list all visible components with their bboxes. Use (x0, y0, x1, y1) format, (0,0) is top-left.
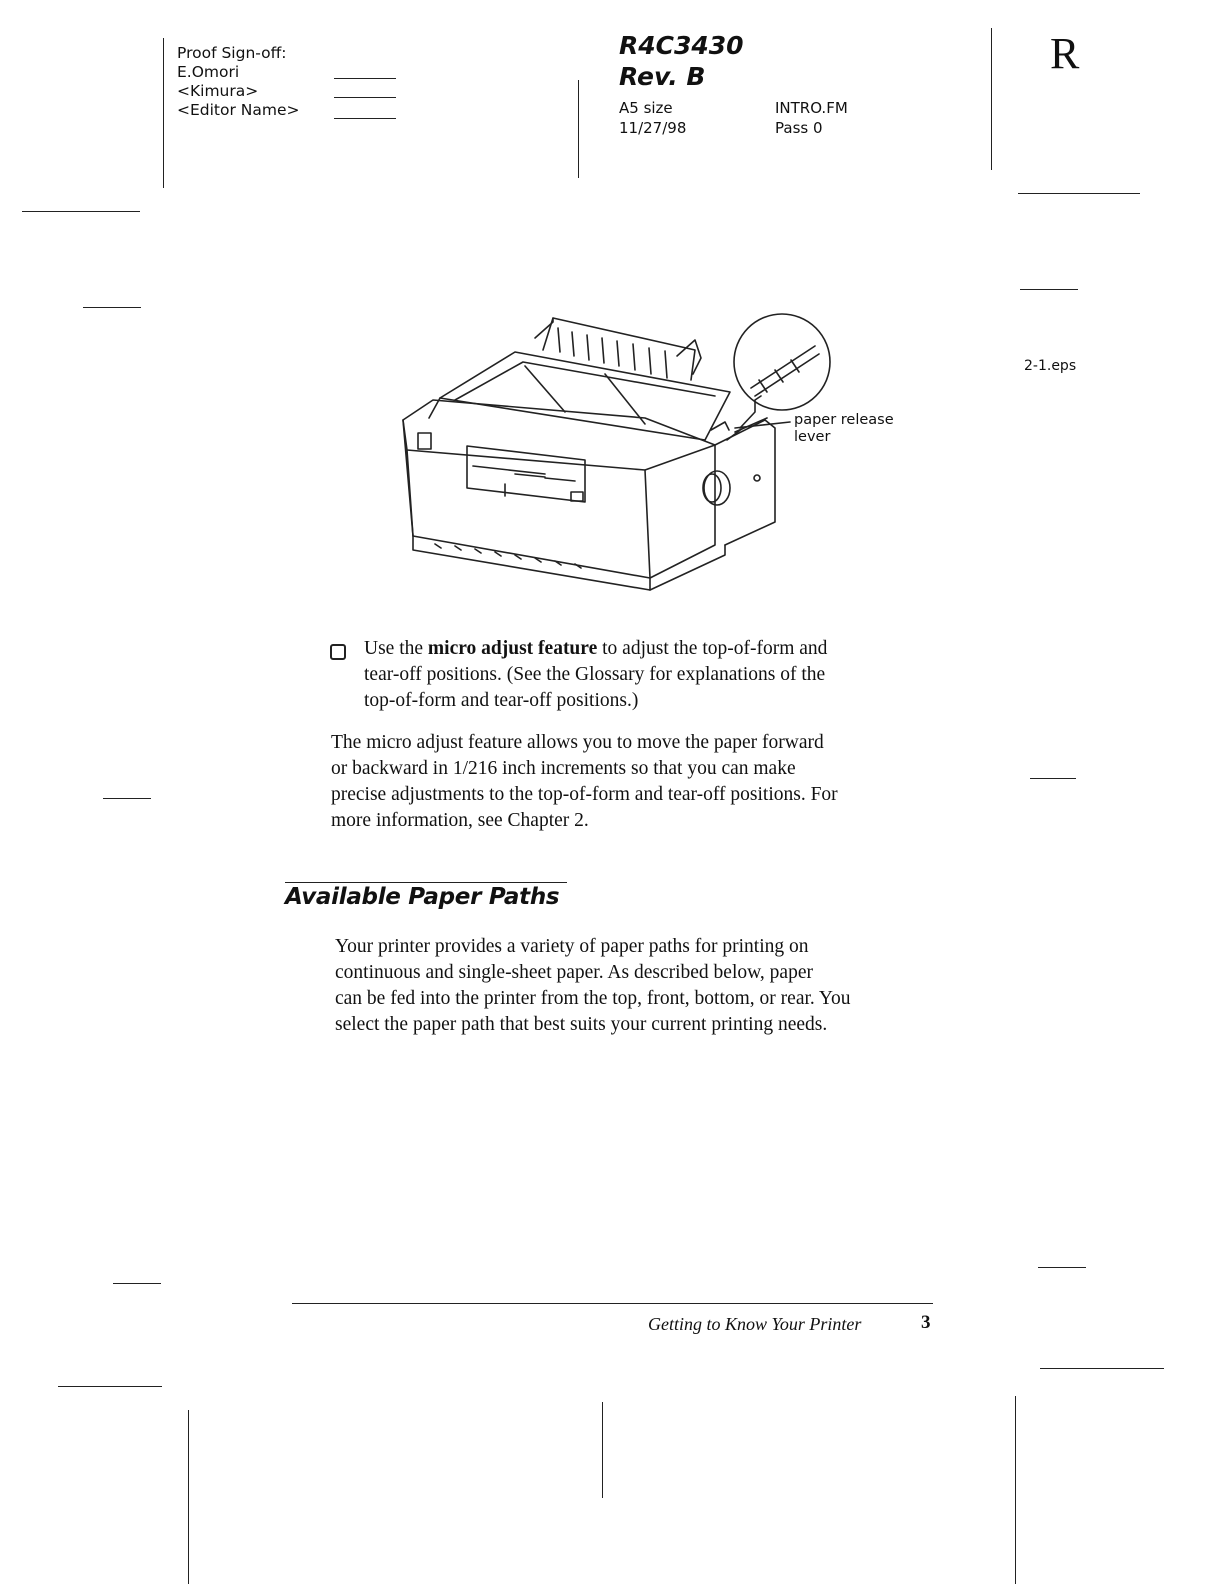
crop-mark-vertical (188, 1410, 189, 1584)
crop-mark-vertical (602, 1402, 603, 1498)
paragraph-paper-paths (335, 934, 851, 1038)
header-right-rule (991, 28, 992, 170)
doc-date: 11/27/98 (619, 119, 687, 137)
header-center-rule (578, 80, 579, 178)
crop-mark (83, 307, 141, 308)
footer-rule (292, 1303, 933, 1304)
doc-id: R4C3430 (619, 31, 744, 60)
crop-mark (1020, 289, 1078, 290)
meta-right (775, 98, 848, 138)
heading-rule (285, 882, 567, 883)
section-heading: Available Paper Paths (285, 884, 560, 910)
figure-file-label: 2-1.eps (1024, 358, 1077, 374)
page-number: 3 (921, 1312, 931, 1333)
printer-illustration (395, 300, 835, 592)
bullet-line1-rest: to adjust the top-of-form and (597, 638, 828, 659)
bullet-prefix: Use the (364, 638, 428, 659)
paragraph-micro-adjust (331, 730, 838, 834)
callout-line-2: lever (794, 429, 831, 445)
bullet-bold-term: micro adjust feature (427, 638, 598, 659)
callout-paper-release-lever (794, 412, 894, 446)
doc-file: INTRO.FM (775, 99, 848, 117)
proof-name-3: <Editor Name> (177, 101, 300, 119)
doc-revision: Rev. B (619, 62, 706, 91)
crop-mark (1018, 193, 1140, 194)
callout-line-1: paper release (794, 412, 894, 428)
crop-mark (113, 1283, 161, 1284)
paragraph-line: select the paper path that best suits your current printing needs. (335, 1014, 828, 1035)
crop-mark-vertical (1015, 1396, 1016, 1584)
proof-title: Proof Sign-off: (177, 44, 287, 62)
proof-name-1: E.Omori (177, 63, 240, 81)
paragraph-line: or backward in 1/216 inch increments so that you can make (331, 758, 796, 779)
proof-signoff (177, 44, 300, 120)
crop-mark (22, 211, 140, 212)
bullet-line-2: tear-off positions. (See the Glossary for explanations of the (364, 664, 826, 685)
paragraph-line: Your printer provides a variety of paper paths for printing on (335, 936, 809, 957)
corner-mark: R (1050, 29, 1080, 78)
bullet-line-3: top-of-form and tear-off positions.) (364, 690, 639, 711)
signoff-line-1 (334, 78, 396, 79)
crop-mark (1038, 1267, 1086, 1268)
proof-left-rule (163, 38, 164, 188)
paragraph-line: The micro adjust feature allows you to move the paper forward (331, 732, 824, 753)
signoff-line-3 (334, 118, 396, 119)
paragraph-line: precise adjustments to the top-of-form and tear-off positions. For (331, 784, 838, 805)
checkbox-bullet-icon (330, 644, 346, 660)
paragraph-line: continuous and single-sheet paper. As described below, paper (335, 962, 813, 983)
bullet-item (364, 636, 827, 714)
paragraph-line: can be fed into the printer from the top, front, bottom, or rear. You (335, 988, 851, 1009)
meta-left (619, 98, 686, 138)
crop-mark (58, 1386, 162, 1387)
paragraph-line: more information, see Chapter 2. (331, 810, 589, 831)
crop-mark (1030, 778, 1076, 779)
proof-name-2: <Kimura> (177, 82, 259, 100)
footer-title: Getting to Know Your Printer (648, 1314, 862, 1334)
doc-pass: Pass 0 (775, 119, 823, 137)
crop-mark (1040, 1368, 1164, 1369)
crop-mark (103, 798, 151, 799)
signoff-line-2 (334, 97, 396, 98)
doc-id-block (619, 30, 744, 92)
doc-size: A5 size (619, 99, 673, 117)
